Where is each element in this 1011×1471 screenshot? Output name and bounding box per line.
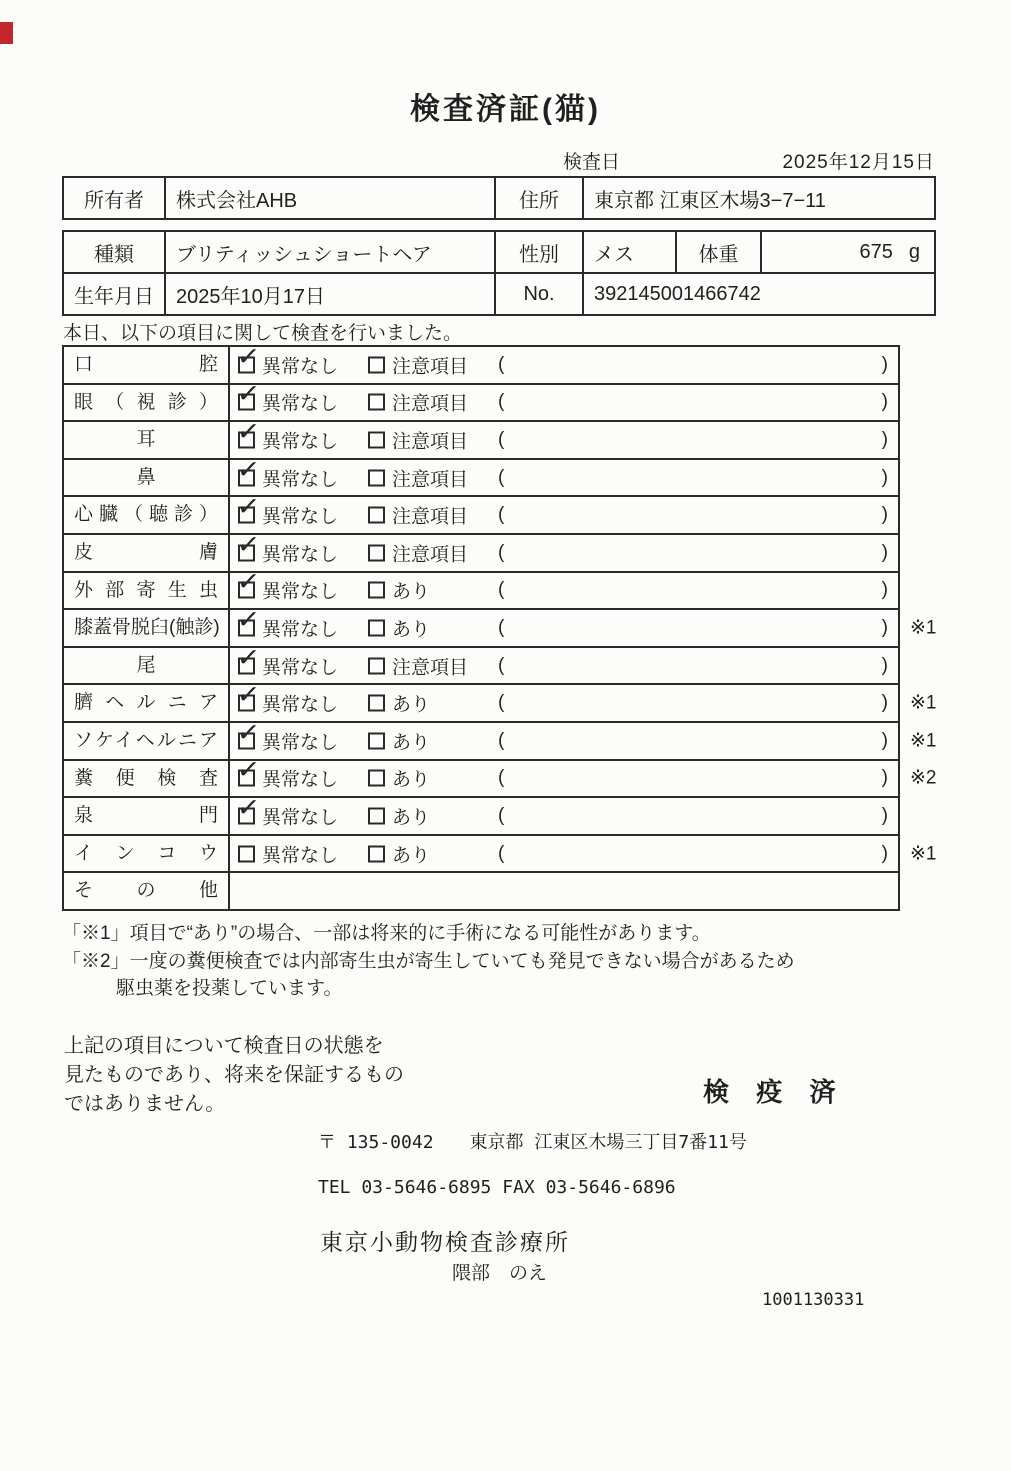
- checkbox-present-label: あり: [392, 581, 431, 603]
- checkbox-present-label: あり: [392, 732, 431, 754]
- footnote-1: 「※1」項目で“あり”の場合、一部は将来的に手術になる可能性があります。: [62, 923, 711, 944]
- disclaimer-line-3: ではありません。: [64, 1093, 226, 1115]
- checkbox-present: [368, 807, 385, 824]
- exam-item-label: 鼻: [64, 460, 230, 496]
- red-scan-mark: [0, 22, 13, 44]
- option-normal: [238, 614, 338, 641]
- footnote-ref: ※2: [910, 767, 937, 789]
- exam-item-label: 糞便検査: [64, 761, 230, 797]
- footnote-ref: ※1: [910, 730, 937, 752]
- paren-close: ): [881, 616, 888, 638]
- exam-item-label: 泉門: [64, 798, 230, 834]
- clinic-name: 東京小動物検査診療所: [320, 1229, 570, 1255]
- option-present: [368, 614, 430, 641]
- option-normal: [238, 464, 338, 491]
- paren-close: ): [881, 579, 888, 601]
- option-normal: [238, 652, 338, 679]
- inspection-date-value: 2025年12月15日: [782, 152, 935, 173]
- paren-close: ): [881, 541, 888, 563]
- paren-close: ): [881, 654, 888, 676]
- exam-item-result: [230, 497, 898, 533]
- checkbox-attention: [368, 469, 385, 486]
- sex-value: メス: [582, 232, 675, 272]
- paren-close: ): [881, 466, 888, 488]
- checkbox-normal-label: 異常なし: [262, 807, 339, 829]
- option-attention: [368, 502, 468, 529]
- examiner-name: 隈部 のえ: [452, 1263, 548, 1284]
- paren-open: (: [498, 616, 505, 638]
- checklist-row-mouth: [64, 347, 898, 383]
- checkbox-normal: [238, 845, 255, 862]
- option-attention: [368, 652, 468, 679]
- checkbox-normal-label: 異常なし: [262, 769, 339, 791]
- exam-item-result: [230, 573, 898, 609]
- checkbox-normal: [238, 657, 255, 674]
- paren-open: (: [498, 579, 505, 601]
- option-normal: [238, 577, 338, 604]
- checkbox-normal-label: 異常なし: [262, 469, 339, 491]
- exam-item-label: 膝蓋骨脱臼(触診): [64, 610, 230, 646]
- checkbox-normal: [238, 469, 255, 486]
- paren-close: ): [881, 428, 888, 450]
- option-attention: [368, 426, 468, 453]
- checklist-row-patella: [64, 608, 937, 646]
- checkbox-attention: [368, 507, 385, 524]
- weight-label: 体重: [675, 232, 760, 272]
- checkbox-normal-label: 異常なし: [262, 393, 339, 415]
- option-normal: [238, 351, 338, 378]
- birth-row: [64, 272, 934, 314]
- checkbox-normal-label: 異常なし: [262, 694, 339, 716]
- checkbox-attention-label: 注意項目: [392, 506, 469, 528]
- checkbox-attention-label: 注意項目: [392, 657, 469, 679]
- checkbox-normal-label: 異常なし: [262, 845, 339, 867]
- no-label: No.: [494, 274, 582, 314]
- checkbox-normal-label: 異常なし: [262, 356, 339, 378]
- disclaimer-line-2: 見たものであり、将来を保証するもの: [64, 1064, 404, 1086]
- exam-item-label: 皮膚: [64, 535, 230, 571]
- checkbox-normal-label: 異常なし: [262, 506, 339, 528]
- exam-item-label: ソケイヘルニア: [64, 723, 230, 759]
- checkbox-normal-label: 異常なし: [262, 544, 339, 566]
- option-present: [368, 727, 430, 754]
- checklist-row-fecal-exam: [64, 759, 937, 797]
- exam-item-result: [230, 648, 898, 684]
- inspection-date-label: 検査日: [563, 152, 621, 173]
- paren-close: ): [881, 504, 888, 526]
- owner-value: 株式会社AHB: [164, 178, 494, 218]
- paren-close: ): [881, 353, 888, 375]
- exam-item-label: 心臓（聴診）: [64, 497, 230, 533]
- checklist-row-eyes: [64, 383, 898, 421]
- paren-open: (: [498, 842, 505, 864]
- footnote-ref: ※1: [910, 692, 937, 714]
- paren-close: ): [881, 842, 888, 864]
- footnote-ref: ※1: [910, 617, 937, 639]
- checkbox-present-label: あり: [392, 769, 431, 791]
- exam-item-label: 口腔: [64, 347, 230, 383]
- checkbox-normal-label: 異常なし: [262, 581, 339, 603]
- clinic-tel-fax: TEL 03-5646-6895 FAX 03-5646-6896: [318, 1177, 676, 1198]
- paren-close: ): [881, 767, 888, 789]
- footnote-2: 「※2」一度の糞便検査では内部寄生虫が寄生していても発見できない場合があるため: [62, 951, 795, 972]
- clinic-address: 〒 135-0042 東京都 江東区木場三丁目7番11号: [318, 1132, 747, 1153]
- weight-unit: g: [908, 240, 920, 263]
- paren-open: (: [498, 729, 505, 751]
- checklist-row-fontanelle: [64, 796, 898, 834]
- checkbox-present-label: あり: [392, 845, 431, 867]
- checklist-row-ectoparasites: [64, 571, 898, 609]
- no-value: 392145001466742: [582, 274, 934, 314]
- checklist-row-other: [64, 871, 898, 909]
- paren-open: (: [498, 767, 505, 789]
- birth-label: 生年月日: [74, 285, 154, 308]
- option-attention: [368, 351, 468, 378]
- option-present: [368, 577, 430, 604]
- exam-item-result: [230, 798, 898, 834]
- checkbox-attention-label: 注意項目: [392, 544, 469, 566]
- exam-item-result: [230, 535, 898, 571]
- disclaimer-line-1: 上記の項目について検査日の状態を: [64, 1035, 384, 1057]
- exam-item-result: [230, 347, 898, 383]
- paren-close: ): [881, 804, 888, 826]
- exam-item-label: その他: [64, 873, 230, 909]
- paren-open: (: [498, 654, 505, 676]
- checkbox-attention-label: 注意項目: [392, 356, 469, 378]
- owner-row: [64, 178, 934, 218]
- option-present: [368, 840, 430, 867]
- checkbox-normal-label: 異常なし: [262, 431, 339, 453]
- breed-value: ブリティッシュショートヘア: [164, 232, 494, 272]
- exam-item-result: [230, 723, 898, 759]
- checklist-row-inkou: [64, 834, 937, 872]
- checklist-row-nose: [64, 458, 898, 496]
- checkbox-normal-label: 異常なし: [262, 657, 339, 679]
- option-present: [368, 765, 430, 792]
- exam-item-label: 眼（視診）: [64, 385, 230, 421]
- checklist-row-ears: [64, 420, 898, 458]
- option-present: [368, 802, 430, 829]
- breed-label: 種類: [94, 243, 134, 266]
- checklist-row-umbilical-hernia: [64, 683, 937, 721]
- paren-open: (: [498, 504, 505, 526]
- checkbox-attention-label: 注意項目: [392, 393, 469, 415]
- checkbox-present: [368, 770, 385, 787]
- exam-item-label: 尾: [64, 648, 230, 684]
- address-label: 住所: [494, 178, 582, 218]
- checkbox-attention: [368, 657, 385, 674]
- checkbox-attention-label: 注意項目: [392, 469, 469, 491]
- exam-item-label: 外部寄生虫: [64, 573, 230, 609]
- paren-close: ): [881, 692, 888, 714]
- exam-checklist-table: [62, 345, 937, 911]
- checkbox-attention: [368, 356, 385, 373]
- option-normal: [238, 539, 338, 566]
- weight-value-cell: [760, 232, 934, 272]
- checkbox-present: [368, 695, 385, 712]
- exam-item-result: [230, 761, 898, 797]
- breed-row: [64, 232, 934, 272]
- paren-open: (: [498, 804, 505, 826]
- option-normal: [238, 727, 338, 754]
- checklist-row-tail: [64, 646, 898, 684]
- checkbox-present: [368, 732, 385, 749]
- checklist-row-inguinal-hernia: [64, 721, 937, 759]
- checkbox-normal: [238, 356, 255, 373]
- owner-table: [62, 176, 936, 220]
- checkbox-attention: [368, 394, 385, 411]
- checkbox-attention: [368, 431, 385, 448]
- checkbox-normal: [238, 619, 255, 636]
- option-present: [368, 690, 430, 717]
- exam-item-label: 耳: [64, 422, 230, 458]
- option-attention: [368, 389, 468, 416]
- exam-item-result: [230, 422, 898, 458]
- document-code: 1001130331: [762, 1290, 865, 1310]
- checkbox-attention: [368, 544, 385, 561]
- pet-table: [62, 230, 936, 316]
- exam-item-result: [230, 460, 898, 496]
- checkbox-present-label: あり: [392, 807, 431, 829]
- intro-text: 本日、以下の項目に関して検査を行いました。: [63, 323, 463, 344]
- checkbox-present-label: あり: [392, 619, 431, 641]
- option-normal: [238, 690, 338, 717]
- checklist-row-heart: [64, 495, 898, 533]
- disclaimer-text: [64, 1032, 404, 1119]
- paren-close: ): [881, 391, 888, 413]
- checkbox-normal: [238, 544, 255, 561]
- checkbox-normal: [238, 732, 255, 749]
- paren-open: (: [498, 541, 505, 563]
- paren-open: (: [498, 428, 505, 450]
- option-attention: [368, 464, 468, 491]
- paren-open: (: [498, 391, 505, 413]
- exam-item-result: [230, 873, 898, 909]
- paren-open: (: [498, 466, 505, 488]
- checkbox-present: [368, 845, 385, 862]
- checkbox-present: [368, 582, 385, 599]
- paren-open: (: [498, 353, 505, 375]
- checkbox-normal-label: 異常なし: [262, 619, 339, 641]
- checkbox-normal-label: 異常なし: [262, 732, 339, 754]
- checkbox-normal: [238, 431, 255, 448]
- exam-item-result: [230, 385, 898, 421]
- option-normal: [238, 426, 338, 453]
- option-normal: [238, 840, 338, 867]
- option-normal: [238, 389, 338, 416]
- paren-open: (: [498, 692, 505, 714]
- sex-label: 性別: [494, 232, 582, 272]
- checkbox-normal: [238, 807, 255, 824]
- exam-item-result: [230, 685, 898, 721]
- checkbox-normal: [238, 394, 255, 411]
- exam-item-label: 臍ヘルニア: [64, 685, 230, 721]
- footnote-ref: ※1: [910, 843, 937, 865]
- document-title: 検査済証(猫): [410, 93, 601, 126]
- exam-item-result: [230, 610, 898, 646]
- option-normal: [238, 802, 338, 829]
- checkbox-normal: [238, 695, 255, 712]
- address-value: 東京都 江東区木場3−7−11: [582, 178, 934, 218]
- checkbox-present-label: あり: [392, 694, 431, 716]
- checklist-row-skin: [64, 533, 898, 571]
- exam-item-label: インコウ: [64, 836, 230, 872]
- checkbox-present: [368, 619, 385, 636]
- checkbox-normal: [238, 770, 255, 787]
- birth-value: 2025年10月17日: [164, 274, 494, 314]
- quarantine-passed-stamp: 検 疫 済: [703, 1077, 846, 1107]
- option-normal: [238, 765, 338, 792]
- owner-label: 所有者: [84, 189, 144, 212]
- exam-item-result: [230, 836, 898, 872]
- option-attention: [368, 539, 468, 566]
- option-normal: [238, 502, 338, 529]
- checkbox-normal: [238, 582, 255, 599]
- weight-value: 675: [859, 240, 893, 263]
- footnote-2-continued: 駆虫薬を投薬しています。: [116, 978, 343, 999]
- checkbox-normal: [238, 507, 255, 524]
- paren-close: ): [881, 729, 888, 751]
- checkbox-attention-label: 注意項目: [392, 431, 469, 453]
